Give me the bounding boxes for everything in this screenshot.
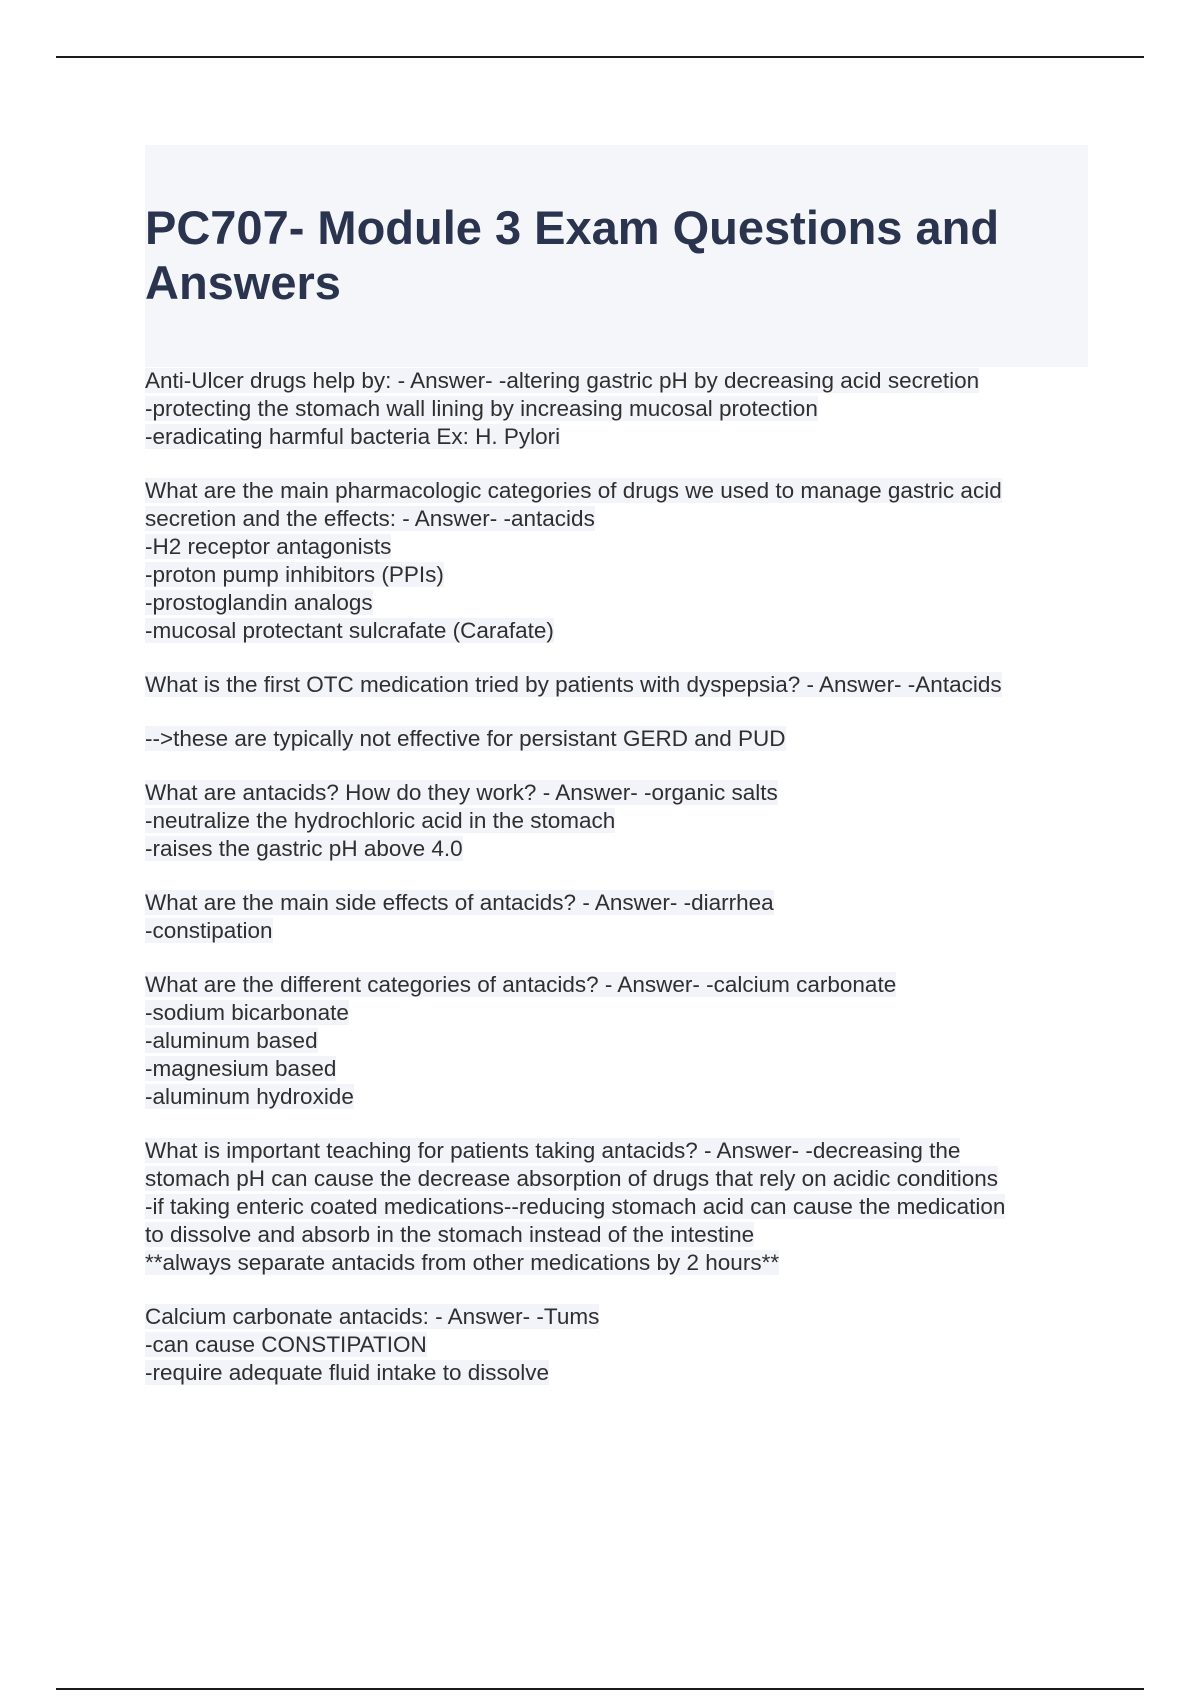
qa-line: -can cause CONSTIPATION: [145, 1332, 427, 1357]
qa-line: to dissolve and absorb in the stomach instead of the intestine: [145, 1222, 755, 1247]
qa-line: What are the main pharmacologic categories of drugs we used to manage gastric acid: [145, 478, 1002, 503]
qa-line: -sodium bicarbonate: [145, 1000, 349, 1025]
qa-line: -raises the gastric pH above 4.0: [145, 836, 463, 861]
qa-line: -aluminum based: [145, 1028, 318, 1053]
qa-entry: [145, 671, 1085, 699]
qa-entry: [145, 477, 1085, 645]
qa-entry: [145, 971, 1085, 1111]
qa-entry: [145, 779, 1085, 863]
qa-line: -->these are typically not effective for persistant GERD and PUD: [145, 726, 786, 751]
qa-line: -require adequate fluid intake to dissolve: [145, 1360, 550, 1385]
qa-entry: [145, 1137, 1085, 1277]
qa-line: What are antacids? How do they work? - Answer- -organic salts: [145, 780, 778, 805]
bottom-rule: [56, 1688, 1144, 1690]
qa-line: What is the first OTC medication tried by patients with dyspepsia? - Answer- -Antacids: [145, 672, 1002, 697]
page-title: PC707- Module 3 Exam Questions and Answers: [145, 201, 1000, 309]
top-rule: [56, 56, 1144, 58]
qa-line: -aluminum hydroxide: [145, 1084, 354, 1109]
qa-line: **always separate antacids from other medications by 2 hours**: [145, 1250, 780, 1275]
qa-line: -if taking enteric coated medications--reducing stomach acid can cause the medication: [145, 1194, 1006, 1219]
qa-line: -prostoglandin analogs: [145, 590, 373, 615]
qa-line: -mucosal protectant sulcrafate (Carafate): [145, 618, 554, 643]
qa-line: -proton pump inhibitors (PPIs): [145, 562, 444, 587]
qa-entry: [145, 1303, 1085, 1387]
qa-line: -protecting the stomach wall lining by increasing mucosal protection: [145, 396, 818, 421]
qa-line: What are the different categories of antacids? - Answer- -calcium carbonate: [145, 972, 897, 997]
qa-content: [145, 367, 1085, 1413]
qa-entry: [145, 725, 1085, 753]
qa-line: -magnesium based: [145, 1056, 337, 1081]
qa-line: -eradicating harmful bacteria Ex: H. Pylori: [145, 424, 561, 449]
qa-line: -neutralize the hydrochloric acid in the stomach: [145, 808, 616, 833]
qa-line: -H2 receptor antagonists: [145, 534, 392, 559]
qa-line: What are the main side effects of antacids? - Answer- -diarrhea: [145, 890, 774, 915]
qa-line: What is important teaching for patients taking antacids? - Answer- -decreasing the: [145, 1138, 961, 1163]
qa-entry: [145, 367, 1085, 451]
qa-line: stomach pH can cause the decrease absorption of drugs that rely on acidic conditions: [145, 1166, 998, 1191]
qa-entry: [145, 889, 1085, 945]
qa-line: Anti-Ulcer drugs help by: - Answer- -altering gastric pH by decreasing acid secretion: [145, 368, 980, 393]
qa-line: Calcium carbonate antacids: - Answer- -Tums: [145, 1304, 600, 1329]
qa-line: secretion and the effects: - Answer- -antacids: [145, 506, 595, 531]
qa-line: -constipation: [145, 918, 273, 943]
